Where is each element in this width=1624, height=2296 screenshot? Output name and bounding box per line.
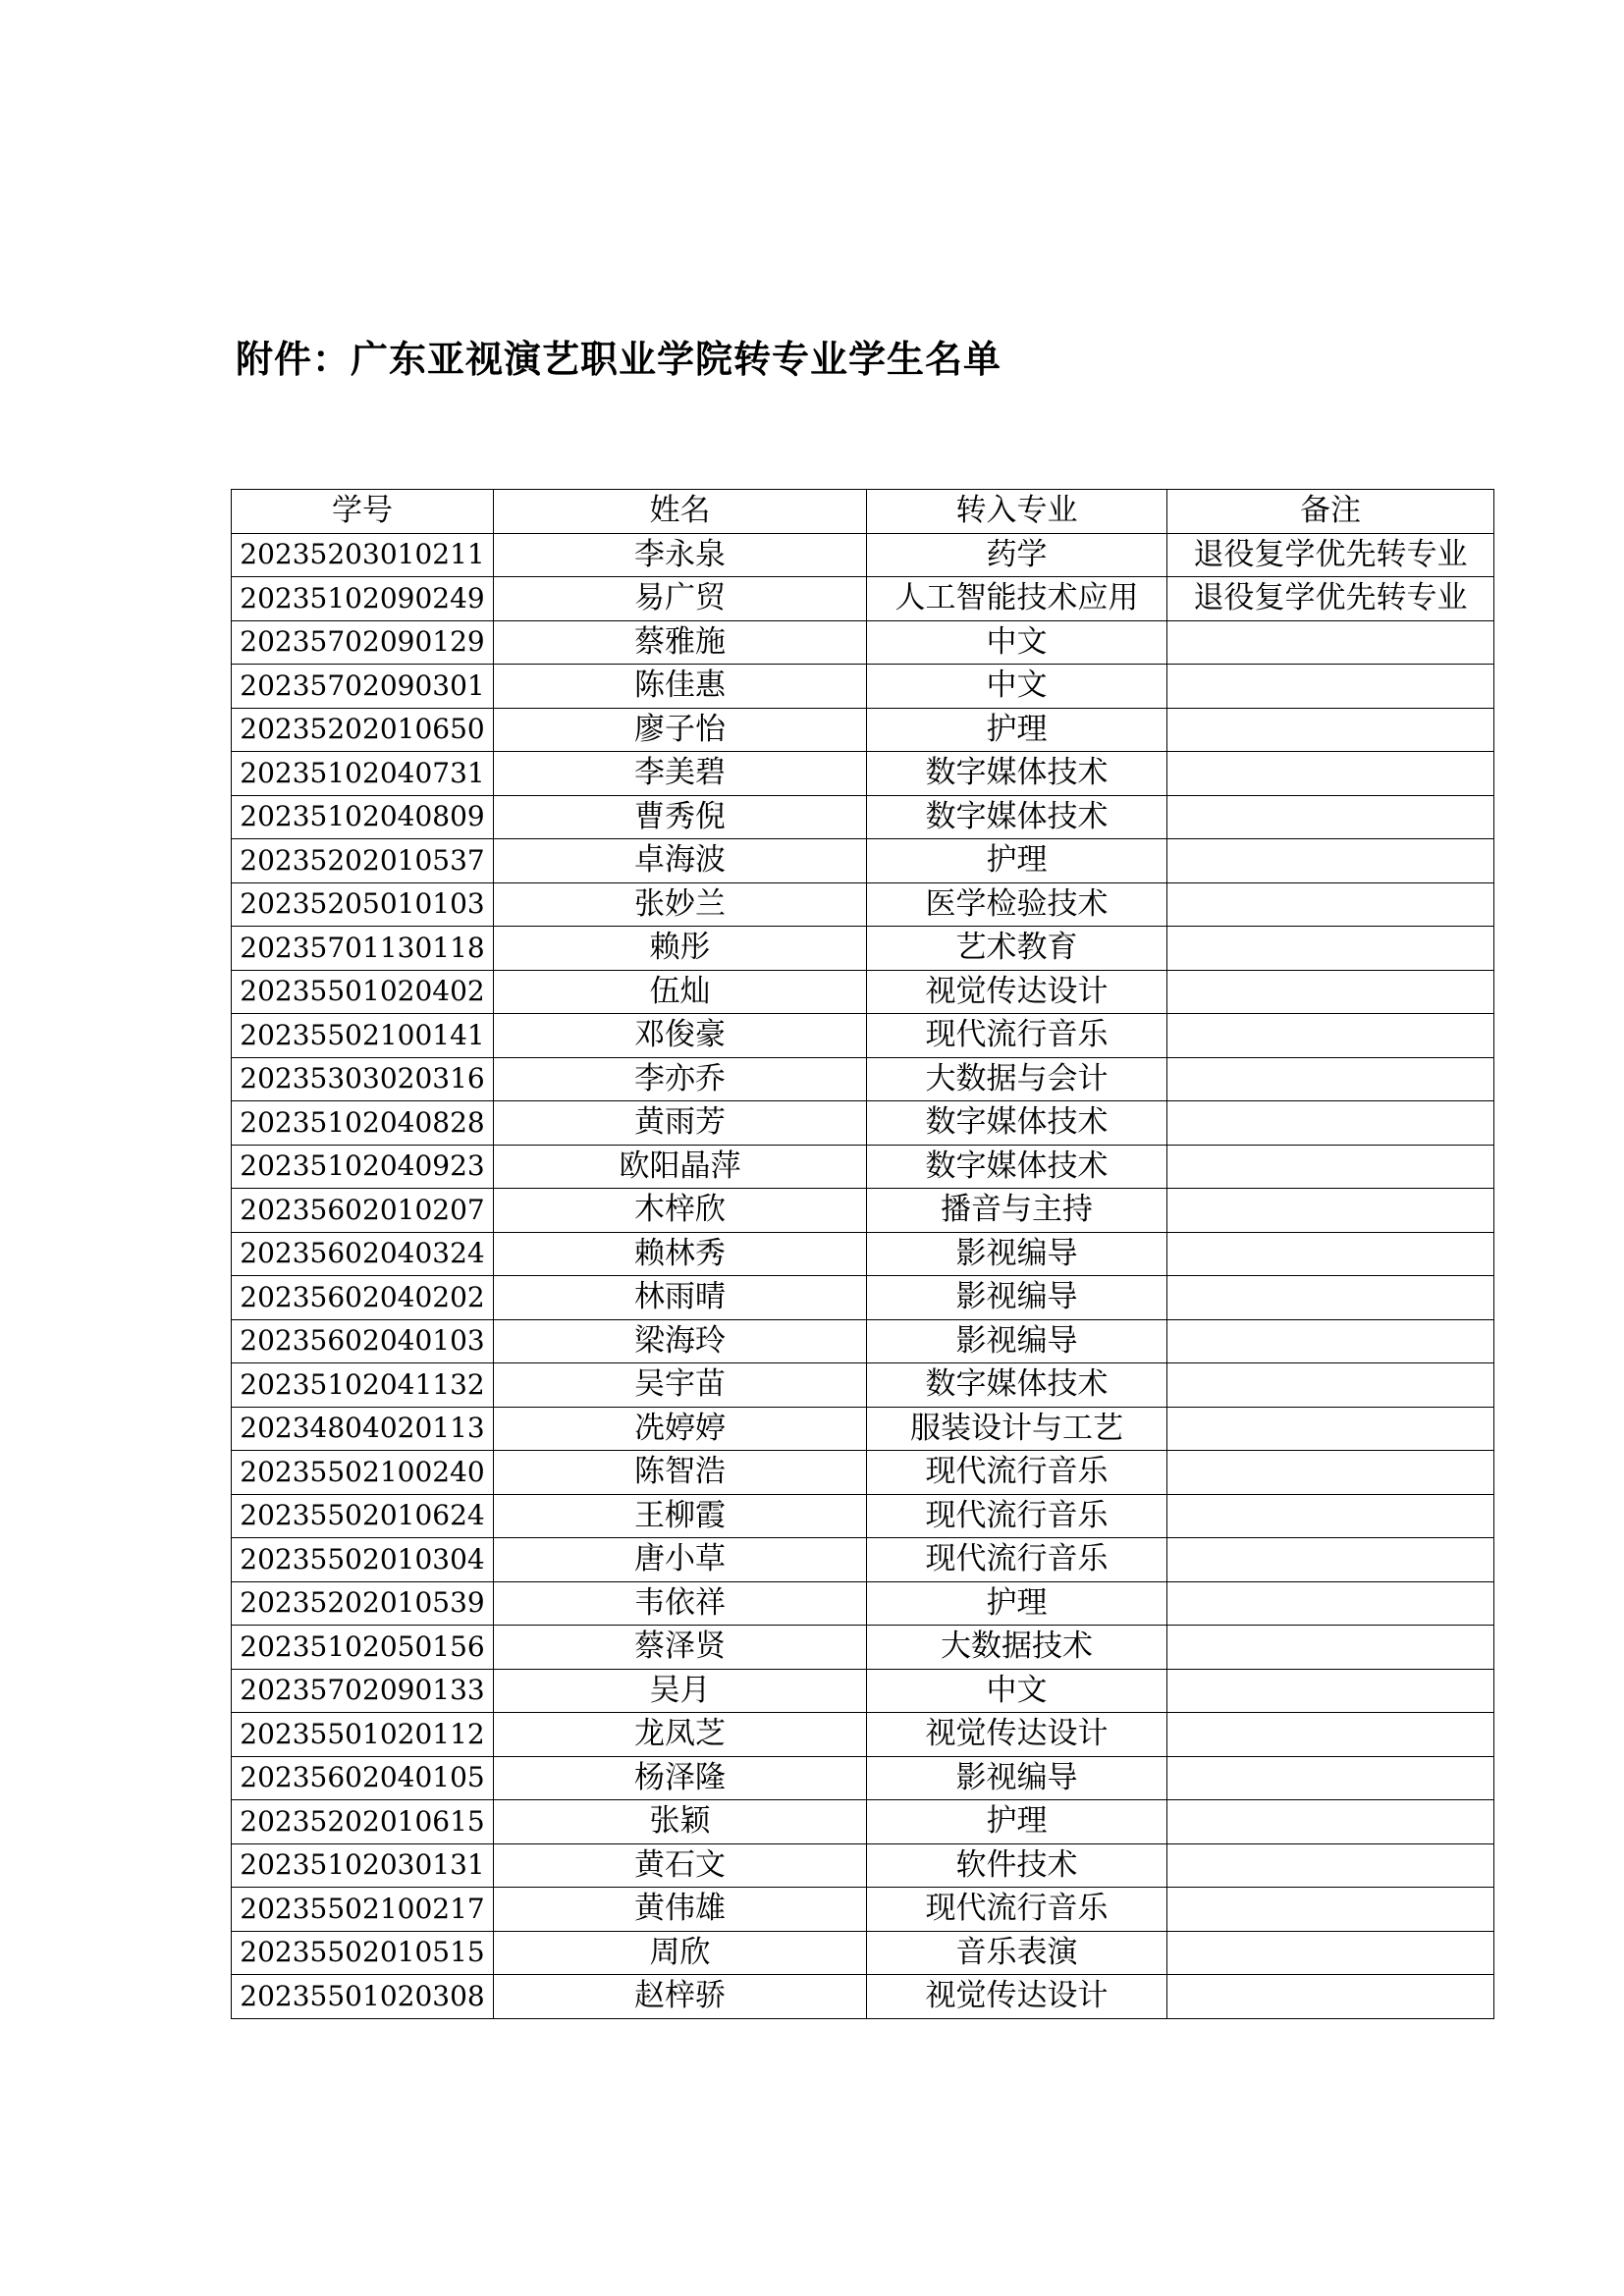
- remark-cell: [1167, 795, 1494, 839]
- table-row: [232, 752, 1494, 796]
- student-name-cell: 龙凤芝: [494, 1713, 867, 1757]
- remark-cell: [1167, 1581, 1494, 1626]
- student-id-cell: 20235202010539: [232, 1581, 494, 1626]
- major-cell: 现代流行音乐: [867, 1494, 1167, 1538]
- table-row: [232, 1843, 1494, 1888]
- remark-cell: [1167, 970, 1494, 1014]
- table-row: [232, 1756, 1494, 1800]
- remark-cell: [1167, 1232, 1494, 1276]
- major-cell: 人工智能技术应用: [867, 577, 1167, 621]
- table-row: [232, 1189, 1494, 1233]
- header-major: 转入专业: [867, 490, 1167, 534]
- student-id-cell: 20235102040923: [232, 1145, 494, 1189]
- major-cell: 护理: [867, 839, 1167, 883]
- student-id-cell: 20235202010615: [232, 1800, 494, 1844]
- remark-cell: [1167, 1494, 1494, 1538]
- major-cell: 护理: [867, 1581, 1167, 1626]
- major-cell: 影视编导: [867, 1756, 1167, 1800]
- major-cell: 医学检验技术: [867, 882, 1167, 927]
- student-id-cell: 20235501020402: [232, 970, 494, 1014]
- table-row: [232, 1319, 1494, 1363]
- table-row: [232, 927, 1494, 971]
- table-row: [232, 1232, 1494, 1276]
- major-cell: 播音与主持: [867, 1189, 1167, 1233]
- remark-cell: [1167, 1189, 1494, 1233]
- major-cell: 大数据技术: [867, 1626, 1167, 1670]
- table-row: [232, 1713, 1494, 1757]
- remark-cell: [1167, 1975, 1494, 2019]
- student-name-cell: 蔡雅施: [494, 620, 867, 665]
- major-cell: 中文: [867, 665, 1167, 709]
- student-id-cell: 20235102030131: [232, 1843, 494, 1888]
- remark-cell: [1167, 1756, 1494, 1800]
- student-id-cell: 20235202010650: [232, 708, 494, 752]
- student-id-cell: 20235303020316: [232, 1057, 494, 1101]
- student-id-cell: 20235102041132: [232, 1363, 494, 1408]
- table-row: [232, 839, 1494, 883]
- student-name-cell: 唐小草: [494, 1538, 867, 1582]
- table-row: [232, 882, 1494, 927]
- table-row: [232, 708, 1494, 752]
- student-name-cell: 欧阳晶萍: [494, 1145, 867, 1189]
- student-id-cell: 20234804020113: [232, 1407, 494, 1451]
- student-id-cell: 20235502100217: [232, 1888, 494, 1932]
- student-name-cell: 梁海玲: [494, 1319, 867, 1363]
- table-row: [232, 1626, 1494, 1670]
- student-id-cell: 20235502010515: [232, 1931, 494, 1975]
- table-header-row: [232, 490, 1494, 534]
- table-row: [232, 1014, 1494, 1058]
- student-id-cell: 20235602040103: [232, 1319, 494, 1363]
- table-row: [232, 533, 1494, 577]
- student-name-cell: 黄伟雄: [494, 1888, 867, 1932]
- table-row: [232, 795, 1494, 839]
- major-cell: 护理: [867, 1800, 1167, 1844]
- major-cell: 数字媒体技术: [867, 1363, 1167, 1408]
- document-title: 附件：广东亚视演艺职业学院转专业学生名单: [236, 338, 1002, 381]
- remark-cell: [1167, 839, 1494, 883]
- table-row: [232, 970, 1494, 1014]
- student-name-cell: 陈智浩: [494, 1451, 867, 1495]
- major-cell: 影视编导: [867, 1276, 1167, 1320]
- remark-cell: [1167, 620, 1494, 665]
- remark-cell: [1167, 1713, 1494, 1757]
- remark-cell: [1167, 1800, 1494, 1844]
- student-name-cell: 李永泉: [494, 533, 867, 577]
- remark-cell: [1167, 708, 1494, 752]
- student-id-cell: 20235102090249: [232, 577, 494, 621]
- table-row: [232, 577, 1494, 621]
- remark-cell: [1167, 1319, 1494, 1363]
- student-name-cell: 吴宇苗: [494, 1363, 867, 1408]
- student-id-cell: 20235203010211: [232, 533, 494, 577]
- student-name-cell: 冼婷婷: [494, 1407, 867, 1451]
- remark-cell: [1167, 1931, 1494, 1975]
- remark-cell: [1167, 1538, 1494, 1582]
- student-id-cell: 20235502010304: [232, 1538, 494, 1582]
- student-transfer-table: [231, 489, 1494, 2019]
- student-id-cell: 20235702090133: [232, 1669, 494, 1713]
- student-id-cell: 20235102040809: [232, 795, 494, 839]
- table-row: [232, 1931, 1494, 1975]
- table-row: [232, 1101, 1494, 1146]
- header-student-id: 学号: [232, 490, 494, 534]
- major-cell: 中文: [867, 1669, 1167, 1713]
- major-cell: 药学: [867, 533, 1167, 577]
- major-cell: 影视编导: [867, 1232, 1167, 1276]
- student-id-cell: 20235205010103: [232, 882, 494, 927]
- student-name-cell: 林雨晴: [494, 1276, 867, 1320]
- student-name-cell: 黄石文: [494, 1843, 867, 1888]
- remark-cell: 退役复学优先转专业: [1167, 533, 1494, 577]
- remark-cell: [1167, 1669, 1494, 1713]
- student-name-cell: 赖林秀: [494, 1232, 867, 1276]
- student-name-cell: 赖彤: [494, 927, 867, 971]
- student-name-cell: 韦依祥: [494, 1581, 867, 1626]
- remark-cell: [1167, 1451, 1494, 1495]
- remark-cell: [1167, 1626, 1494, 1670]
- student-name-cell: 黄雨芳: [494, 1101, 867, 1146]
- student-id-cell: 20235501020112: [232, 1713, 494, 1757]
- major-cell: 现代流行音乐: [867, 1014, 1167, 1058]
- student-name-cell: 易广贸: [494, 577, 867, 621]
- major-cell: 服装设计与工艺: [867, 1407, 1167, 1451]
- major-cell: 视觉传达设计: [867, 1713, 1167, 1757]
- table-row: [232, 1975, 1494, 2019]
- student-id-cell: 20235202010537: [232, 839, 494, 883]
- remark-cell: [1167, 1145, 1494, 1189]
- student-id-cell: 20235102040731: [232, 752, 494, 796]
- table-row: [232, 1538, 1494, 1582]
- student-id-cell: 20235702090129: [232, 620, 494, 665]
- student-id-cell: 20235501020308: [232, 1975, 494, 2019]
- major-cell: 影视编导: [867, 1319, 1167, 1363]
- student-id-cell: 20235602040324: [232, 1232, 494, 1276]
- student-name-cell: 杨泽隆: [494, 1756, 867, 1800]
- student-name-cell: 周欣: [494, 1931, 867, 1975]
- major-cell: 中文: [867, 620, 1167, 665]
- table-row: [232, 665, 1494, 709]
- table-row: [232, 1407, 1494, 1451]
- major-cell: 现代流行音乐: [867, 1451, 1167, 1495]
- remark-cell: [1167, 1888, 1494, 1932]
- student-name-cell: 蔡泽贤: [494, 1626, 867, 1670]
- major-cell: 音乐表演: [867, 1931, 1167, 1975]
- header-remark: 备注: [1167, 490, 1494, 534]
- table-row: [232, 1057, 1494, 1101]
- student-id-cell: 20235701130118: [232, 927, 494, 971]
- student-name-cell: 李美碧: [494, 752, 867, 796]
- student-name-cell: 卓海波: [494, 839, 867, 883]
- student-name-cell: 木梓欣: [494, 1189, 867, 1233]
- remark-cell: [1167, 1276, 1494, 1320]
- major-cell: 护理: [867, 708, 1167, 752]
- student-id-cell: 20235502100141: [232, 1014, 494, 1058]
- table-row: [232, 1363, 1494, 1408]
- table-row: [232, 1581, 1494, 1626]
- student-name-cell: 邓俊豪: [494, 1014, 867, 1058]
- major-cell: 数字媒体技术: [867, 1101, 1167, 1146]
- remark-cell: [1167, 1363, 1494, 1408]
- table-row: [232, 1888, 1494, 1932]
- student-name-cell: 陈佳惠: [494, 665, 867, 709]
- remark-cell: [1167, 1101, 1494, 1146]
- student-name-cell: 曹秀倪: [494, 795, 867, 839]
- major-cell: 数字媒体技术: [867, 1145, 1167, 1189]
- major-cell: 软件技术: [867, 1843, 1167, 1888]
- major-cell: 数字媒体技术: [867, 795, 1167, 839]
- student-name-cell: 张颖: [494, 1800, 867, 1844]
- major-cell: 现代流行音乐: [867, 1538, 1167, 1582]
- student-name-cell: 李亦乔: [494, 1057, 867, 1101]
- student-id-cell: 20235502100240: [232, 1451, 494, 1495]
- major-cell: 大数据与会计: [867, 1057, 1167, 1101]
- major-cell: 数字媒体技术: [867, 752, 1167, 796]
- student-id-cell: 20235602040105: [232, 1756, 494, 1800]
- student-id-cell: 20235102040828: [232, 1101, 494, 1146]
- table-row: [232, 1145, 1494, 1189]
- table-row: [232, 1276, 1494, 1320]
- remark-cell: [1167, 752, 1494, 796]
- remark-cell: [1167, 927, 1494, 971]
- major-cell: 视觉传达设计: [867, 970, 1167, 1014]
- major-cell: 视觉传达设计: [867, 1975, 1167, 2019]
- student-id-cell: 20235602010207: [232, 1189, 494, 1233]
- student-name-cell: 廖子怡: [494, 708, 867, 752]
- student-name-cell: 吴月: [494, 1669, 867, 1713]
- student-name-cell: 赵梓骄: [494, 1975, 867, 2019]
- student-id-cell: 20235602040202: [232, 1276, 494, 1320]
- student-id-cell: 20235702090301: [232, 665, 494, 709]
- table-row: [232, 1800, 1494, 1844]
- remark-cell: [1167, 1843, 1494, 1888]
- table-row: [232, 1494, 1494, 1538]
- student-name-cell: 王柳霞: [494, 1494, 867, 1538]
- header-name: 姓名: [494, 490, 867, 534]
- remark-cell: [1167, 882, 1494, 927]
- table-row: [232, 1669, 1494, 1713]
- table-row: [232, 620, 1494, 665]
- remark-cell: 退役复学优先转专业: [1167, 577, 1494, 621]
- table-row: [232, 1451, 1494, 1495]
- remark-cell: [1167, 1057, 1494, 1101]
- major-cell: 艺术教育: [867, 927, 1167, 971]
- remark-cell: [1167, 1014, 1494, 1058]
- student-id-cell: 20235502010624: [232, 1494, 494, 1538]
- student-name-cell: 张妙兰: [494, 882, 867, 927]
- student-id-cell: 20235102050156: [232, 1626, 494, 1670]
- major-cell: 现代流行音乐: [867, 1888, 1167, 1932]
- table-body: [232, 533, 1494, 2018]
- remark-cell: [1167, 665, 1494, 709]
- student-name-cell: 伍灿: [494, 970, 867, 1014]
- remark-cell: [1167, 1407, 1494, 1451]
